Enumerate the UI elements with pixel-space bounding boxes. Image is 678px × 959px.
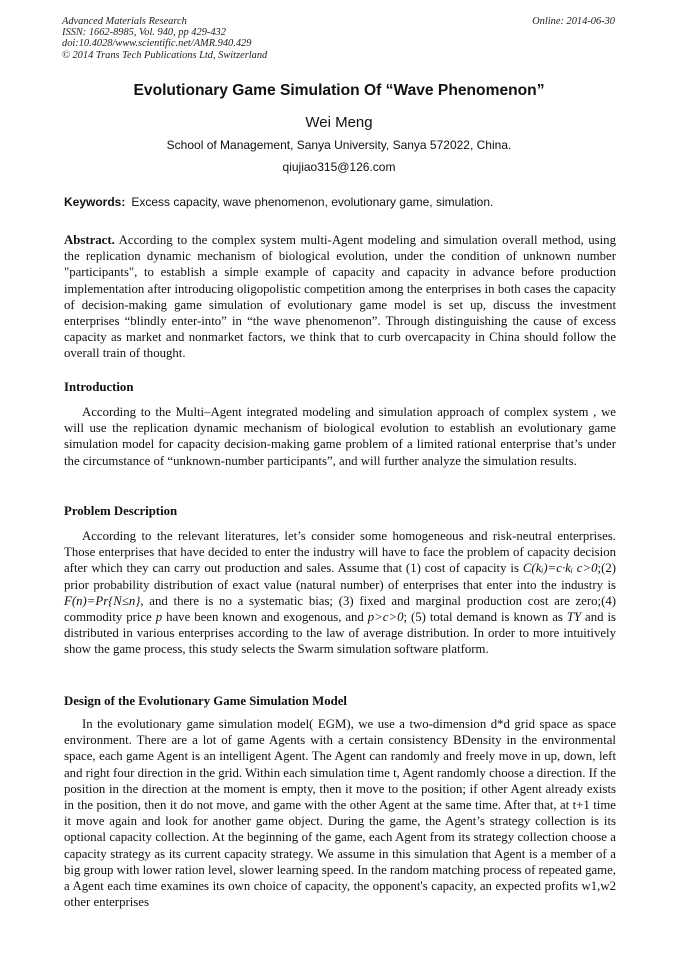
problem-text-1: According to the relevant literatures, let’s consider some homogeneous and risk-neutral enterprises. Those enterprises that have decided to enter the industry will have to face the problem of capacity decision after which they can carry out production and sales. Assume that (1) cost of capacity is	[64, 529, 616, 576]
abstract	[64, 232, 616, 362]
problem-text-5: ; (5) total demand is known as	[403, 610, 567, 625]
design-heading: Design of the Evolutionary Game Simulation Model	[64, 694, 347, 708]
keywords-line	[64, 195, 616, 209]
online-date: Online: 2014-06-30	[532, 16, 615, 27]
issn-line: ISSN: 1662-8985, Vol. 940, pp 429-432	[62, 27, 226, 39]
price-condition: p>c>0	[367, 610, 404, 625]
abstract-label: Abstract.	[64, 233, 115, 247]
problem-text-2: ;(2) prior probability distribution of exact value (natural number) of enterprises that enter into the industry is	[64, 561, 616, 592]
abstract-text: According to the complex system multi-Agent modeling and simulation overall method, using the replication dynamic mechanism of biological evolution, under the condition of unknown number "participants", to establish a simple example of capacity and capacity in advance before production implementation after introducing oligopolistic competition among the enterprises in both cases the capacity of decision-making game simulation of evolutionary game model is set up, discuss the investment enterprises “blindly enter-into” in “the wave phenomenon”. Through distinguishing the cause of excess capacity as market and nonmarket factors, we think that to curb overcapacity in China should follow the overall train of thought.	[64, 233, 616, 361]
keywords-text: Excess capacity, wave phenomenon, evolutionary game, simulation.	[131, 195, 494, 209]
introduction-text: According to the Multi–Agent integrated modeling and simulation approach of complex system , we will use the replication dynamic mechanism of biological evolution to establish an evolutionary game simulation model for capacity decision-making game problem of a limited rational enterprise that’s under the circumstance of “unknown-number participants”, and will further analyze the simulation results.	[64, 405, 616, 468]
cost-formula: C(kᵢ)=c·kᵢ c>0	[522, 561, 598, 576]
journal-header	[62, 16, 615, 61]
problem-text-4: have been known and exogenous, and	[162, 610, 368, 625]
problem-heading: Problem Description	[64, 504, 178, 518]
copyright-line: © 2014 Trans Tech Publications Ltd, Switzerland	[62, 49, 268, 61]
author-name: Wei Meng	[305, 114, 373, 131]
paper-title: Evolutionary Game Simulation Of “Wave Phenomenon”	[133, 82, 545, 99]
problem-text-3: , and there is no a systematic bias; (3) fixed and marginal production cost are zero;(4) commodity price	[64, 593, 616, 625]
price-symbol: p	[155, 610, 163, 625]
problem-text	[64, 528, 616, 658]
doi-line[interactable]: doi:10.4028/www.scientific.net/AMR.940.429	[62, 38, 252, 50]
introduction-heading: Introduction	[64, 380, 134, 394]
design-text: In the evolutionary game simulation model( EGM), we use a two-dimension d*d grid space as space environment. There are a lot of game Agents with a certain consistency BDensity in the environmental space, each game Agent is an intelligent Agent. The Agent can randomly and freely move in up, down, left and right four direction in the grid. Within each simulation time t, Agent randomly choose a direction. If the position in the direction at the moment is empty, then it move to the position; if other Agent already exists in the position, then it do not move, and game with the other Agent at the same time. After that, at t+1 time it move again and look for another game object. During the game, the Agent’s strategy collection is its optional capacity collection. At the beginning of the game, each Agent from its strategy collection choose a capacity strategy as its current capacity strategy. We assume in this simulation that Agent is a member of a big group with lower ration level, slower learning speed. In the random matching process of repeated game, a Agent each time examines its own choice of capacity, the opponent's capacity, an expected profits w1,w2 other enterprises	[64, 717, 616, 910]
journal-name: Advanced Materials Research	[62, 16, 187, 27]
distribution-formula: F(n)=Pr{N≤n}	[64, 593, 141, 608]
problem-text-6: and is distributed in various enterprises according to the law of average distribution. In order to more intuitively show the game process, this study selects the Swarm simulation software platform.	[64, 610, 616, 657]
demand-symbol: TY	[566, 610, 582, 625]
author-email[interactable]: qiujiao315@126.com	[282, 160, 396, 174]
affiliation: School of Management, Sanya University, Sanya 572022, China.	[166, 138, 512, 152]
keywords-label: Keywords:	[64, 195, 126, 209]
